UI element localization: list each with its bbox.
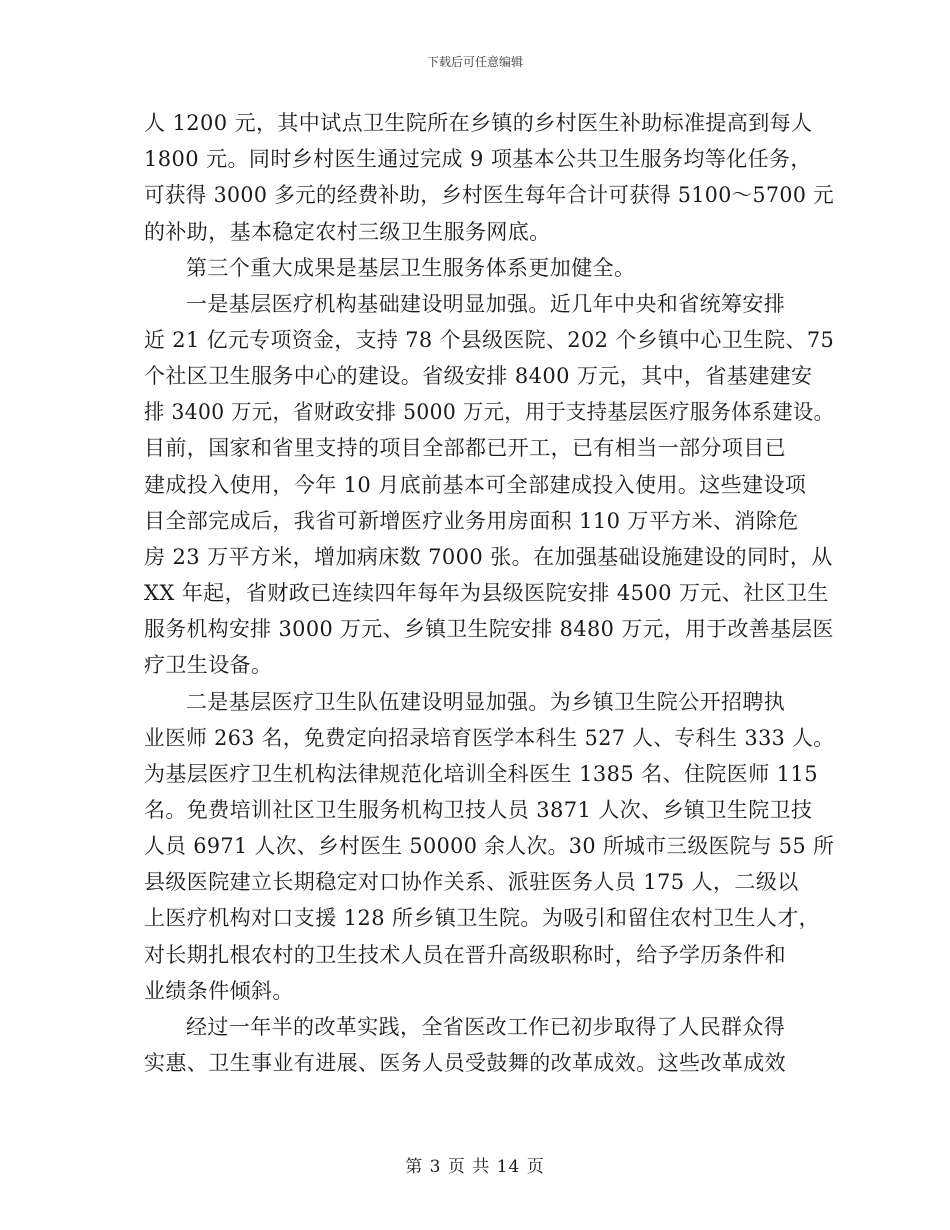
text-line: 二是基层医疗卫生队伍建设明显加强。为乡镇卫生院公开招聘执 — [186, 690, 786, 714]
text-line: 个社区卫生服务中心的建设。省级安排 8400 万元，其中，省基建建安 — [144, 364, 813, 388]
text-line: 对长期扎根农村的卫生技术人员在晋升高级职称时，给予学历条件和 — [144, 943, 786, 967]
page-header: 下载后可任意编辑 — [426, 55, 523, 69]
text-line: 业医师 263 名，免费定向招录培育医学本科生 527 人、专科生 333 人。 — [144, 726, 835, 750]
text-line: 上医疗机构对口支援 128 所乡镇卫生院。为吸引和留住农村卫生人才， — [144, 906, 821, 930]
text-line: 近 21 亿元专项资金，支持 78 个县级医院、202 个乡镇中心卫生院、75 — [144, 328, 835, 352]
text-line: 疗卫生设备。 — [144, 653, 273, 677]
text-line: 目前，国家和省里支持的项目全部都已开工，已有相当一部分项目已 — [144, 436, 786, 460]
text-line: 为基层医疗卫生机构法律规范化培训全科医生 1385 名、住院医师 115 — [144, 762, 818, 786]
text-line: XX 年起，省财政已连续四年每年为县级医院安排 4500 万元、社区卫生 — [144, 581, 829, 605]
text-line: 房 23 万平方米，增加病床数 7000 张。在加强基础设施建设的同时，从 — [144, 545, 833, 569]
text-line: 目全部完成后，我省可新增医疗业务用房面积 110 万平方米、消除危 — [144, 509, 799, 533]
page-number: 第 3 页 共 14 页 — [405, 1157, 545, 1177]
text-line: 可获得 3000 多元的经费补助，乡村医生每年合计可获得 5100～5700 元 — [144, 183, 835, 207]
text-line: 人 1200 元，其中试点卫生院所在乡镇的乡村医生补助标准提高到每人 — [144, 111, 813, 135]
text-line: 建成投入使用，今年 10 月底前基本可全部建成投入使用。这些建设项 — [144, 473, 807, 497]
text-line: 县级医院建立长期稳定对口协作关系、派驻医务人员 175 人，二级以 — [144, 870, 799, 894]
text-line: 1800 元。同时乡村医生通过完成 9 项基本公共卫生服务均等化任务， — [144, 147, 812, 171]
text-line: 实惠、卫生事业有进展、医务人员受鼓舞的改革成效。这些改革成效 — [144, 1051, 786, 1075]
text-line: 服务机构安排 3000 万元、乡镇卫生院安排 8480 万元，用于改善基层医 — [144, 617, 834, 641]
paragraph-heading: 第三个重大成果是基层卫生服务体系更加健全。 — [186, 256, 636, 280]
text-line: 业绩条件倾斜。 — [144, 979, 294, 1003]
text-line: 经过一年半的改革实践，全省医改工作已初步取得了人民群众得 — [186, 1015, 786, 1039]
text-line: 的补助，基本稳定农村三级卫生服务网底。 — [144, 220, 551, 244]
text-line: 人员 6971 人次、乡村医生 50000 余人次。30 所城市三级医院与 55 所 — [144, 834, 835, 858]
text-line: 名。免费培训社区卫生服务机构卫技人员 3871 人次、乡镇卫生院卫技 — [144, 798, 813, 822]
text-line: 排 3400 万元，省财政安排 5000 万元，用于支持基层医疗服务体系建设。 — [144, 400, 835, 424]
text-line: 一是基层医疗机构基础建设明显加强。近几年中央和省统筹安排 — [186, 292, 786, 316]
